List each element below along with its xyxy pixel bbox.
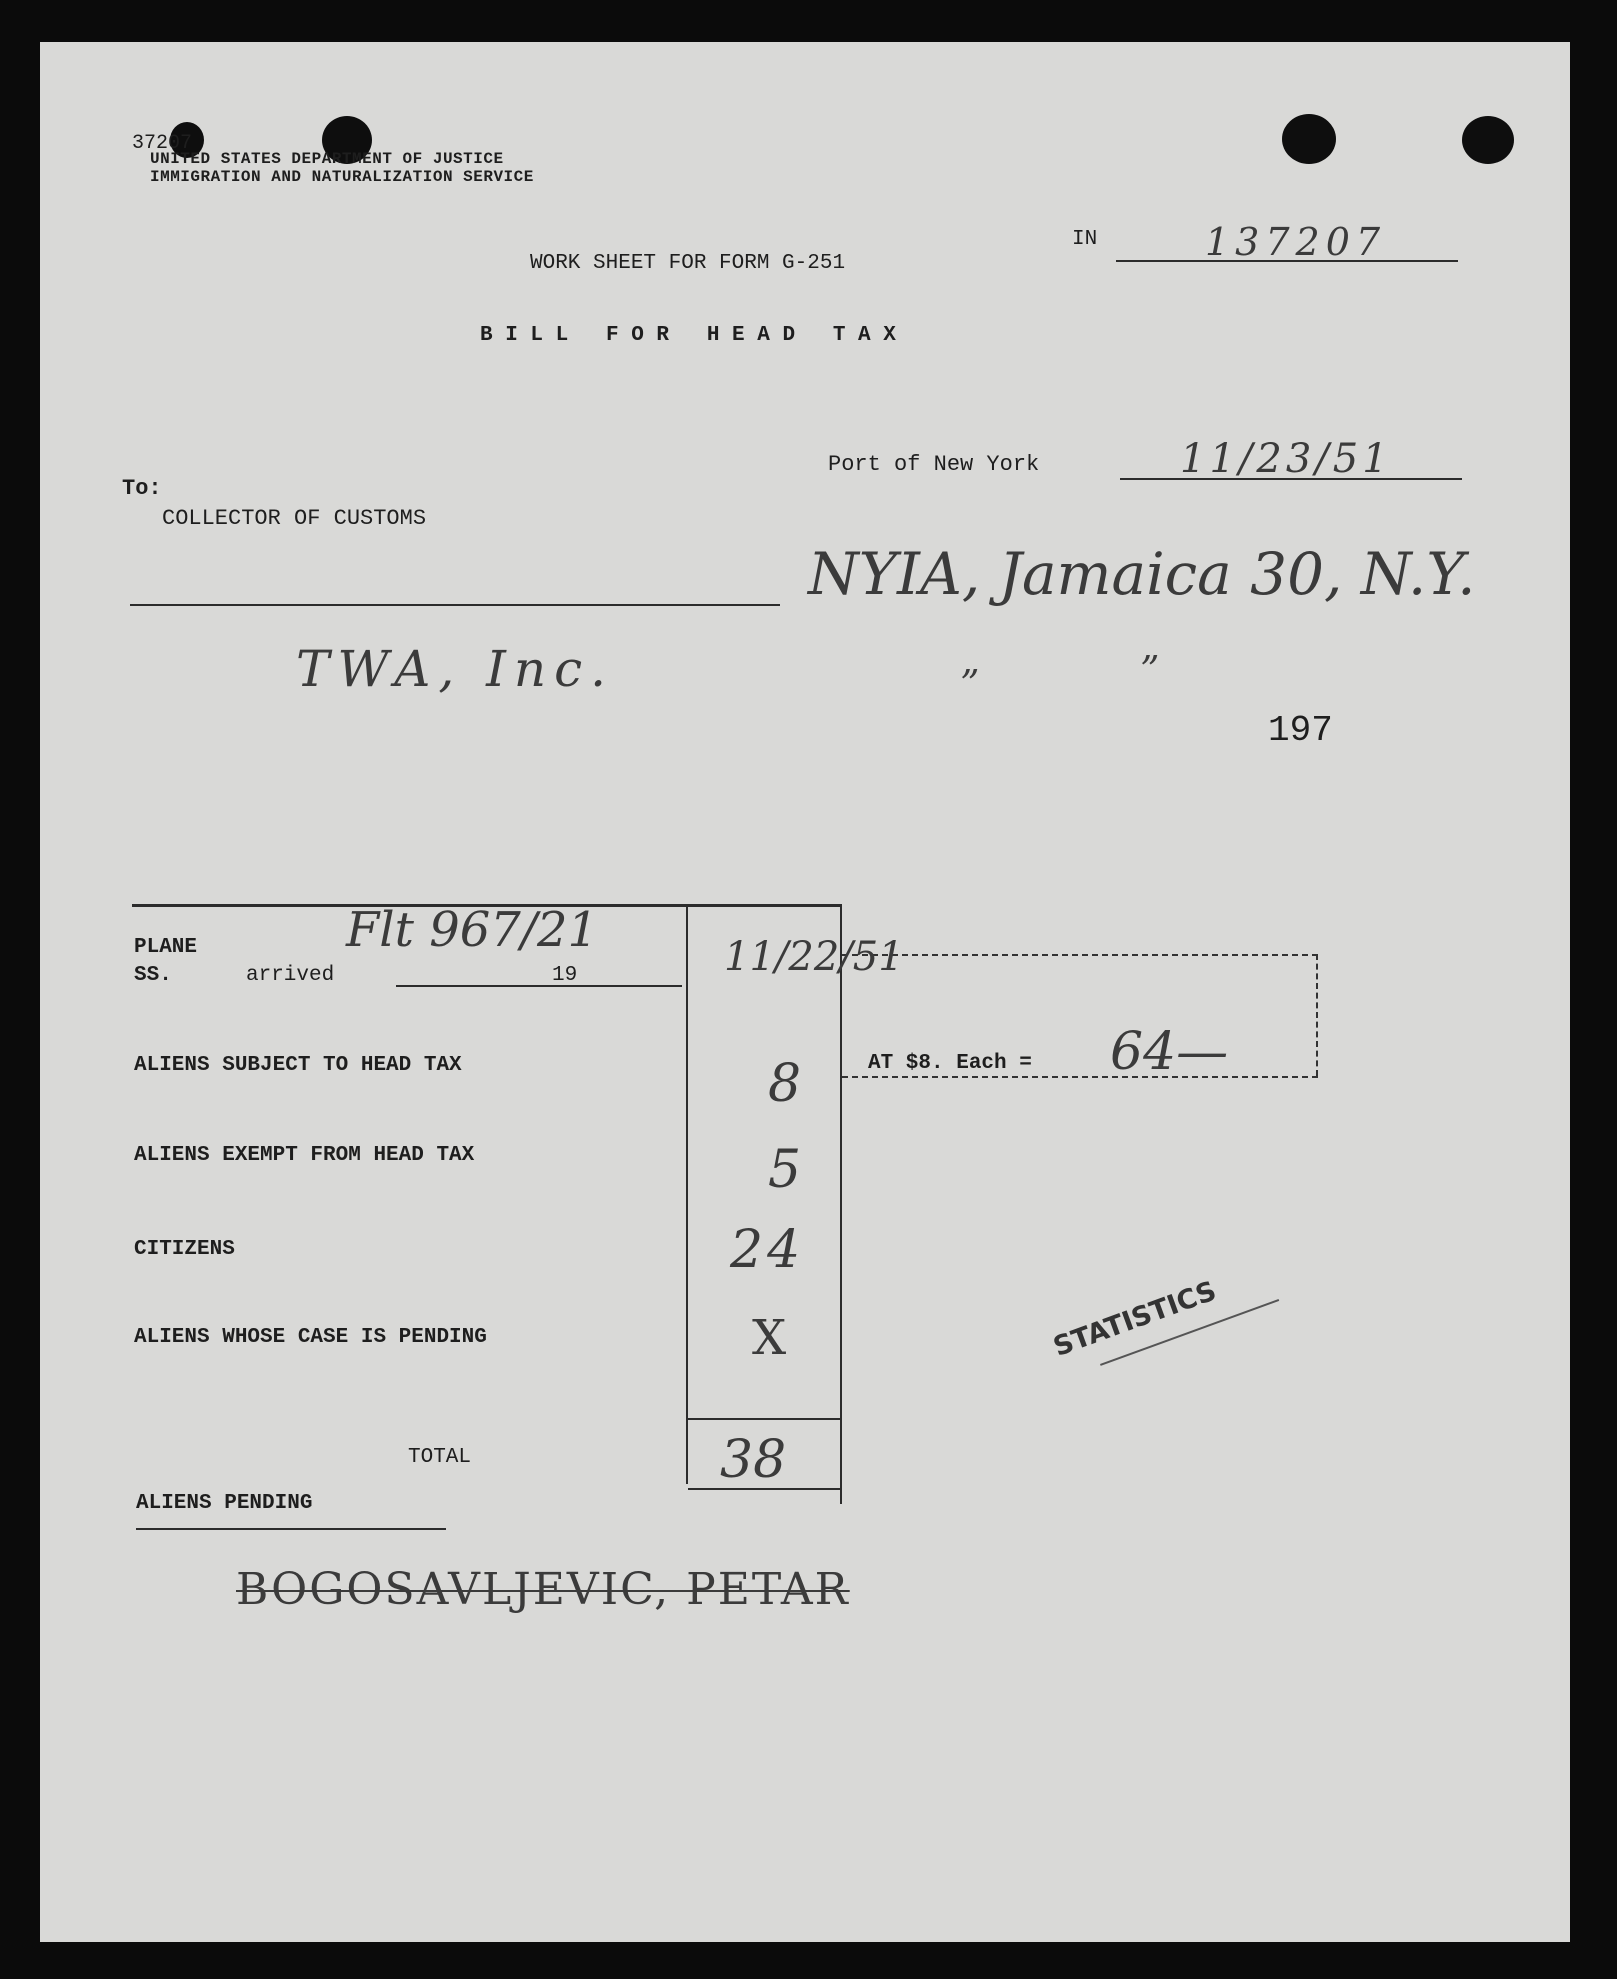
row-label-pending: ALIENS WHOSE CASE IS PENDING (134, 1326, 487, 1349)
to-label: To: (122, 476, 162, 501)
rate-label: AT $8. Each = (868, 1052, 1032, 1075)
table-subtotal-rule (686, 1418, 842, 1420)
total-label: TOTAL (408, 1446, 472, 1469)
in-number: 137207 (1205, 220, 1387, 264)
arrived-underline (396, 985, 682, 987)
in-label: IN (1072, 228, 1098, 251)
row-count-exempt: 5 (768, 1140, 802, 1200)
form-sheet (40, 42, 1570, 1942)
ditto-mark-1: ” (960, 662, 980, 706)
total-value: 38 (720, 1430, 787, 1490)
row-count-pending: X (752, 1310, 787, 1366)
address-underline (130, 604, 780, 606)
flight-handwritten: Flt 967/21 (346, 902, 599, 958)
table-column-left-rule (686, 904, 688, 1484)
row-label-exempt: ALIENS EXEMPT FROM HEAD TAX (134, 1144, 475, 1167)
row-label-citizens: CITIZENS (134, 1238, 235, 1261)
form-subtitle: B I L L F O R H E A D T A X (480, 324, 896, 347)
rate-box-right (1316, 954, 1318, 1076)
agency-line-2: IMMIGRATION AND NATURALIZATION SERVICE (150, 168, 534, 186)
arrived-label: arrived (246, 964, 335, 987)
row-label-subject: ALIENS SUBJECT TO HEAD TAX (134, 1054, 462, 1077)
row-count-citizens: 24 (730, 1220, 805, 1280)
agency-line-1: UNITED STATES DEPARTMENT OF JUSTICE (150, 150, 504, 168)
arrival-date: 11/22/51 (724, 934, 904, 980)
form-title: WORK SHEET FOR FORM G-251 (530, 252, 846, 275)
aliens-pending-label: ALIENS PENDING (136, 1492, 313, 1515)
rate-amount: 64— (1110, 1022, 1229, 1082)
year-prefix: 19 (552, 964, 578, 987)
punch-hole-3 (1282, 114, 1336, 164)
table-column-right-rule (840, 904, 842, 1504)
ditto-mark-2: ” (1140, 648, 1160, 692)
port-label: Port of New York (828, 452, 1040, 477)
rate-box-top (842, 954, 1318, 956)
row-count-subject: 8 (768, 1054, 802, 1114)
collector-label: COLLECTOR OF CUSTOMS (162, 506, 427, 531)
punch-hole-4 (1462, 116, 1514, 164)
statistics-stamp: STATISTICS (1049, 1275, 1221, 1363)
reference-code: 197 (1268, 710, 1333, 751)
plane-label: PLANE (134, 936, 198, 959)
ss-label: SS. (134, 964, 172, 987)
port-date: 11/23/51 (1180, 436, 1392, 482)
pending-name-struck: BOGOSAVLJEVIC, PETAR (236, 1564, 850, 1615)
carrier-handwritten: TWA, Inc. (296, 640, 614, 698)
aliens-pending-underline (136, 1528, 446, 1530)
location-handwritten: NYIA, Jamaica 30, N.Y. (808, 540, 1476, 608)
file-number: 37207 (132, 132, 193, 155)
rate-box-bottom (842, 1076, 1318, 1078)
